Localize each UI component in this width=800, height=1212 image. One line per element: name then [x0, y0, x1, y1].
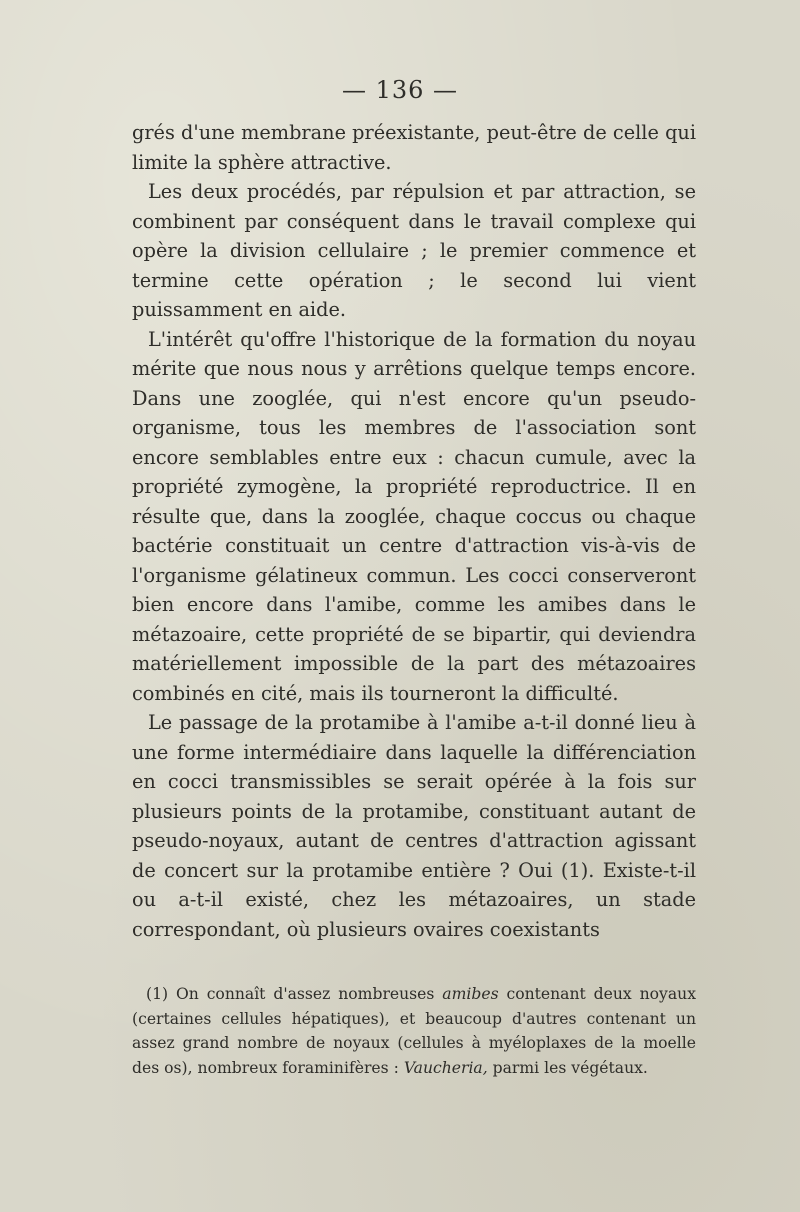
paragraph-protamibe: Le passage de la protamibe à l'amibe a-t-il donné lieu à une forme intermédiaire dans laquelle la différenciation en cocci transmissibles se serait opérée à la fois sur plusieurs points de la protamibe, constituant autant de pseudo-noyaux, autant de centres d'attraction agissant de concert sur la protamibe entière ? Oui (1). Existe-t-il ou a-t-il existé, chez les métazoaires, un stade correspondant, où plusieurs ovaires coexistants: [132, 711, 696, 941]
footnote-tail: parmi les végétaux.: [487, 1058, 648, 1077]
footnote-text: [132, 982, 696, 1080]
footnote-italic-amibes: amibes: [442, 985, 499, 1003]
paragraph-formation-noyau: L'intérêt qu'offre l'historique de la formation du noyau mérite que nous nous y arrêtions quelque temps encore. Dans une zooglée, qui n'est encore qu'un pseudo-organisme, tous les membres de l'association sont encore semblables entre eux : chacun cumule, avec la propriété zymogène, la propriété reproductrice. Il en résulte que, dans la zooglée, chaque coccus ou chaque bactérie constituait un centre d'attraction vis-à-vis de l'organisme gélatineux commun. Les cocci conserveront bien encore dans l'amibe, comme les amibes dans le métazoaire, cette propriété de se bipartir, qui deviendra matériellement impossible de la part des métazoaires combinés en cité, mais ils tourneront la difficulté.: [132, 327, 696, 705]
footnote-italic-vaucheria: Vaucheria,: [403, 1058, 488, 1077]
paragraph-continuation: grés d'une membrane préexistante, peut-être de celle qui limite la sphère attractive.: [132, 121, 696, 174]
footnote: [132, 982, 696, 1080]
footnote-lead: (1) On connaît d'assez nombreuses: [146, 985, 443, 1003]
page-number: — 136 —: [341, 76, 459, 104]
body-text: [132, 118, 696, 944]
paragraph-division-cellulaire: Les deux procédés, par répulsion et par attraction, se combinent par conséquent dans le travail complexe qui opère la division cellulaire ; le premier commence et termine cette opération ; le second lui vient puissamment en aide.: [132, 180, 696, 321]
footnote-middle: contenant deux noyaux (certaines cellules hépatiques), et beaucoup d'autres contenant un assez grand nombre de noyaux (cellules à myéloplaxes de la moelle des os), nombreux foraminifères :: [132, 985, 696, 1077]
